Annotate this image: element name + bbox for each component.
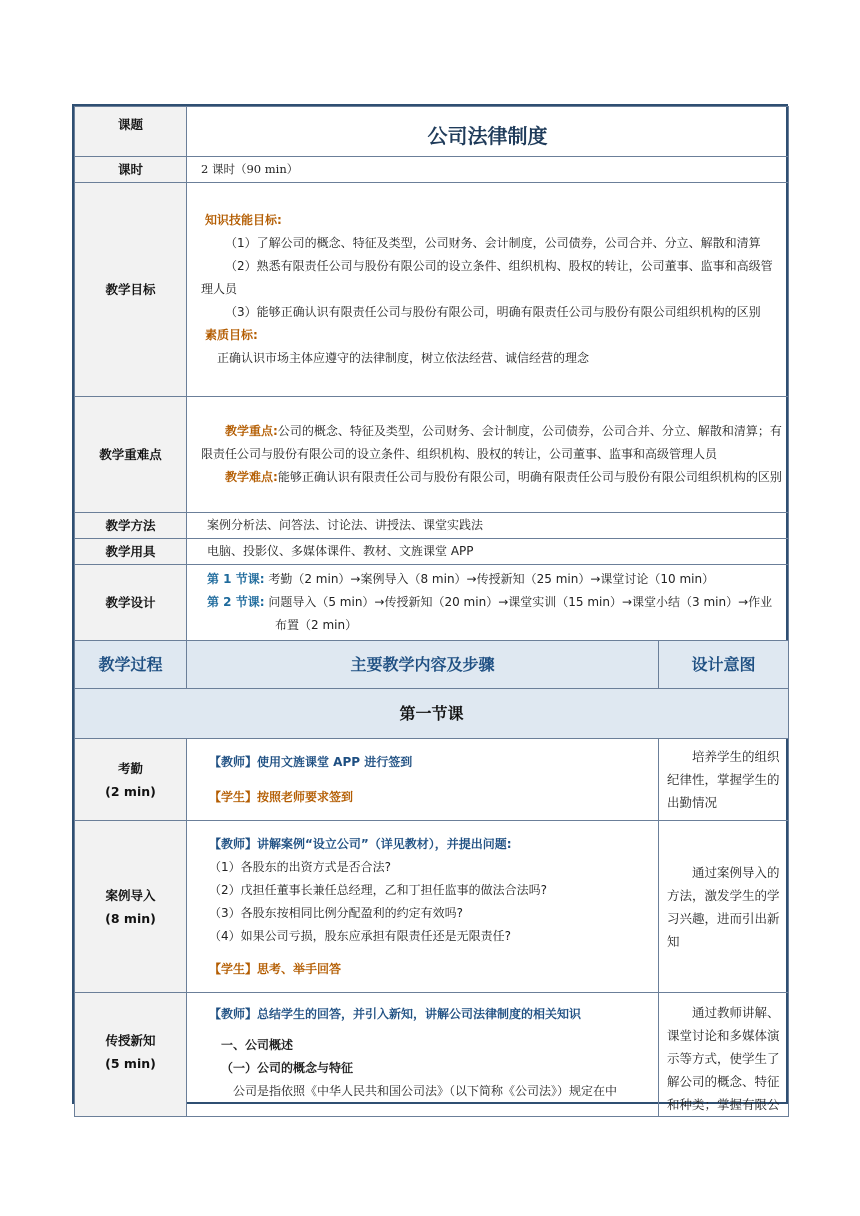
content-col-header: 主要教学内容及步骤 (187, 641, 659, 689)
difficult-point-label: 教学难点: (225, 470, 278, 484)
hours-label: 课时 (75, 157, 187, 183)
key-points-label: 教学重难点 (75, 397, 187, 513)
case-content (187, 821, 659, 993)
question-item: （2）戊担任董事长兼任总经理，乙和丁担任监事的做法合法吗? (209, 882, 548, 897)
goals-content (187, 183, 789, 397)
question-item: （3）各股东按相同比例分配盈利的约定有效吗? (209, 905, 464, 920)
new-knowledge-content (187, 993, 659, 1117)
knowledge-goal-title: 知识技能目标: (205, 213, 282, 227)
row-label: 传授新知 (105, 1033, 156, 1048)
row-label: 考勤 (117, 760, 143, 776)
row-time: (2 min) (105, 783, 156, 799)
key-point-text: 公司的概念、特征及类型，公司财务、会计制度，公司债券，公司合并、分立、解散和清算；有限责任公司与股份有限公司的设立条件、组织机构、股权的转让，公司董事、监事和高级管理人员 (201, 424, 782, 461)
difficult-point-text: 能够正确认识有限责任公司与股份有限公司，明确有限责任公司与股份有限公司组织机构的区别 (277, 470, 782, 484)
design-2-label: 第 2 节课: (207, 595, 265, 609)
outline-heading-2: （一）公司的概念与特征 (221, 1061, 354, 1075)
process-col-header: 教学过程 (75, 641, 187, 689)
new-knowledge-label (75, 993, 187, 1117)
tools-value: 电脑、投影仪、多媒体课件、教材、文旌课堂 APP (187, 539, 789, 565)
key-point-label: 教学重点: (225, 424, 278, 438)
design-label: 教学设计 (75, 565, 187, 641)
question-item: （4）如果公司亏损，股东应承担有限责任还是无限责任? (209, 928, 512, 943)
method-value: 案例分析法、问答法、讨论法、讲授法、课堂实践法 (187, 513, 789, 539)
teacher-step: 【教师】总结学生的回答，并引入新知，讲解公司法律制度的相关知识 (209, 1007, 582, 1021)
method-label: 教学方法 (75, 513, 187, 539)
new-knowledge-intent (659, 993, 789, 1117)
design-1-label: 第 1 节课: (207, 572, 265, 586)
section-title: 第一节课 (75, 689, 789, 739)
quality-goal-title: 素质目标: (205, 328, 258, 342)
row-time: (8 min) (105, 910, 156, 926)
intent-text: 培养学生的组织纪律性，掌握学生的出勤情况 (667, 749, 780, 810)
intent-text: 通过案例导入的方法，激发学生的学习兴趣，进而引出新知 (667, 864, 780, 949)
student-step: 【学生】思考、举手回答 (209, 961, 342, 976)
design-content (187, 565, 789, 641)
page-title: 公司法律制度 (427, 123, 548, 148)
goal-item: （2）熟悉有限责任公司与股份有限公司的设立条件、组织机构、股权的转让，公司董事、监事和高级管理人员 (201, 259, 773, 296)
topic-value (187, 107, 789, 157)
attendance-content (187, 739, 659, 821)
lesson-plan-table (72, 104, 788, 1112)
quality-goal-text: 正确认识市场主体应遵守的法律制度，树立依法经营、诚信经营的理念 (217, 351, 590, 365)
student-step: 【学生】按照老师要求签到 (209, 789, 354, 804)
case-label (75, 821, 187, 993)
design-2-text: 问题导入（5 min）→传授新知（20 min）→课堂实训（15 min）→课堂小结（3 min）→作业布置（2 min） (268, 595, 773, 632)
goal-item: （3）能够正确认识有限责任公司与股份有限公司，明确有限责任公司与股份有限公司组织机构的区别 (225, 305, 761, 319)
attendance-label (75, 739, 187, 821)
outline-heading-1: 一、公司概述 (221, 1038, 294, 1052)
row-label: 案例导入 (105, 887, 156, 903)
intent-col-header: 设计意图 (659, 641, 789, 689)
question-item: （1）各股东的出资方式是否合法? (209, 859, 392, 874)
goals-label: 教学目标 (75, 183, 187, 397)
intent-text: 通过教师讲解、课堂讨论和多媒体演示等方式，使学生了解公司的概念、特征和种类；掌握有限公 (667, 1005, 780, 1112)
key-points-content (187, 397, 789, 513)
hours-value: 2 课时（90 min） (187, 157, 789, 183)
topic-label: 课题 (75, 107, 187, 157)
goal-item: （1）了解公司的概念、特征及类型，公司财务、会计制度，公司债券，公司合并、分立、解散和清算 (225, 236, 761, 250)
attendance-intent (659, 739, 789, 821)
row-time: (5 min) (105, 1056, 156, 1071)
body-text: 公司是指依照《中华人民共和国公司法》（以下简称《公司法》）规定在中 (233, 1084, 618, 1098)
teacher-step: 【教师】使用文旌课堂 APP 进行签到 (209, 754, 413, 769)
tools-label: 教学用具 (75, 539, 187, 565)
teacher-step: 【教师】讲解案例“设立公司”（详见教材），并提出问题: (209, 836, 512, 851)
case-intent (659, 821, 789, 993)
design-1-text: 考勤（2 min）→案例导入（8 min）→传授新知（25 min）→课堂讨论（10 min） (268, 572, 715, 586)
